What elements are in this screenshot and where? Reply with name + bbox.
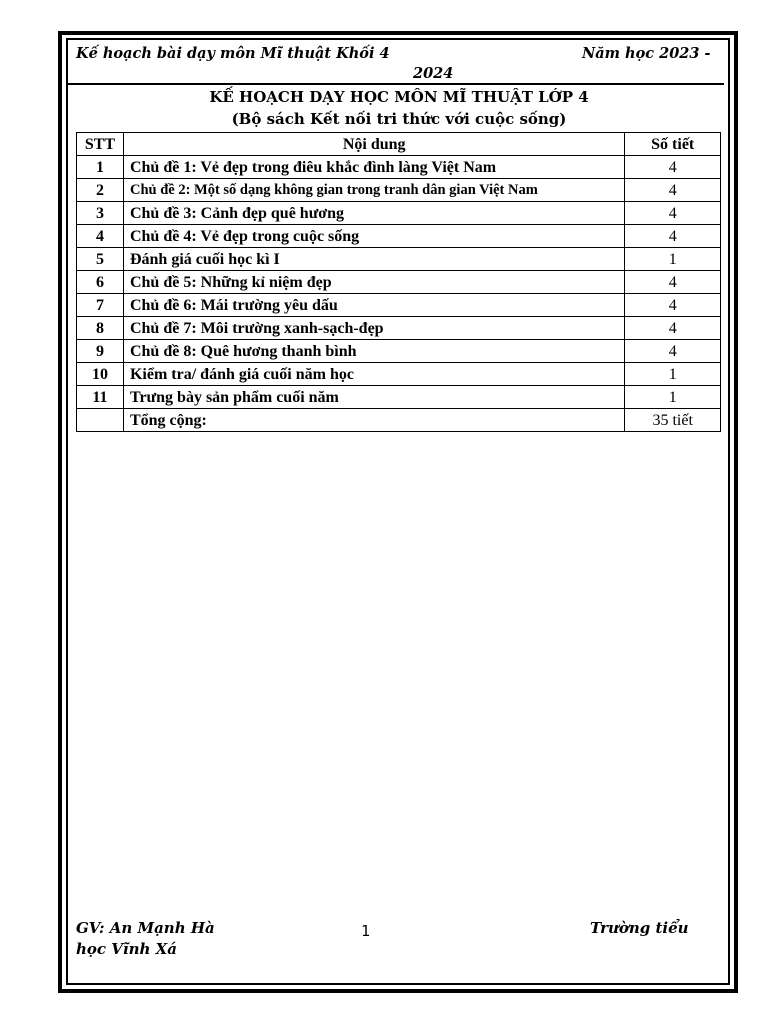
row-content: Chủ đề 4: Vẻ đẹp trong cuộc sống	[123, 225, 624, 248]
row-stt: 5	[77, 248, 124, 271]
table-header-row	[77, 133, 721, 156]
row-periods: 4	[625, 179, 721, 202]
table-total-row	[77, 409, 721, 432]
table-row	[77, 271, 721, 294]
table-row	[77, 386, 721, 409]
column-header-stt: STT	[77, 133, 124, 156]
footer-teacher-continued: học Vĩnh Xá	[76, 940, 177, 958]
row-periods: 1	[625, 248, 721, 271]
total-stt-empty	[77, 409, 124, 432]
row-content: Trưng bày sản phẩm cuối năm	[123, 386, 624, 409]
footer-teacher: GV: An Mạnh Hà	[76, 919, 215, 937]
row-stt: 10	[77, 363, 124, 386]
table-row	[77, 156, 721, 179]
row-stt: 6	[77, 271, 124, 294]
column-header-periods: Số tiết	[625, 133, 721, 156]
header-right: Năm học 2023 -	[582, 45, 711, 62]
row-periods: 4	[625, 271, 721, 294]
table-row	[77, 340, 721, 363]
column-header-content: Nội dung	[123, 133, 624, 156]
table-row	[77, 294, 721, 317]
plan-table	[76, 132, 721, 432]
table-row	[77, 248, 721, 271]
row-stt: 3	[77, 202, 124, 225]
row-stt: 2	[77, 179, 124, 202]
document-subtitle: (Bộ sách Kết nối tri thức với cuộc sống)	[231, 110, 567, 128]
row-periods: 4	[625, 202, 721, 225]
row-stt: 8	[77, 317, 124, 340]
row-periods: 1	[625, 386, 721, 409]
row-content: Chủ đề 8: Quê hương thanh bình	[123, 340, 624, 363]
document-title: KẾ HOẠCH DẠY HỌC MÔN MĨ THUẬT LỚP 4	[209, 88, 589, 106]
table-row	[77, 363, 721, 386]
row-periods: 4	[625, 294, 721, 317]
row-periods: 4	[625, 340, 721, 363]
total-value: 35 tiết	[625, 409, 721, 432]
header-left: Kế hoạch bài dạy môn Mĩ thuật Khối 4	[76, 45, 390, 62]
row-content: Đánh giá cuối học kì I	[123, 248, 624, 271]
table-row	[77, 202, 721, 225]
table-row	[77, 179, 721, 202]
footer-school: Trường tiểu	[590, 919, 689, 937]
row-content: Chủ đề 1: Vẻ đẹp trong điêu khắc đình làng Việt Nam	[123, 156, 624, 179]
row-stt: 9	[77, 340, 124, 363]
row-content: Chủ đề 2: Một số dạng không gian trong tranh dân gian Việt Nam	[123, 179, 624, 202]
row-stt: 4	[77, 225, 124, 248]
row-content: Chủ đề 3: Cảnh đẹp quê hương	[123, 202, 624, 225]
total-label: Tổng cộng:	[123, 409, 624, 432]
row-content: Chủ đề 6: Mái trường yêu dấu	[123, 294, 624, 317]
row-content: Chủ đề 7: Môi trường xanh-sạch-đẹp	[123, 317, 624, 340]
header-divider	[66, 83, 724, 85]
row-content: Chủ đề 5: Những kỉ niệm đẹp	[123, 271, 624, 294]
row-periods: 4	[625, 225, 721, 248]
header-right-continued: 2024	[413, 65, 454, 82]
row-stt: 7	[77, 294, 124, 317]
row-periods: 4	[625, 156, 721, 179]
row-periods: 1	[625, 363, 721, 386]
table-row	[77, 317, 721, 340]
row-stt: 1	[77, 156, 124, 179]
page-number: 1	[361, 922, 371, 940]
row-periods: 4	[625, 317, 721, 340]
row-stt: 11	[77, 386, 124, 409]
table-row	[77, 225, 721, 248]
row-content: Kiểm tra/ đánh giá cuối năm học	[123, 363, 624, 386]
